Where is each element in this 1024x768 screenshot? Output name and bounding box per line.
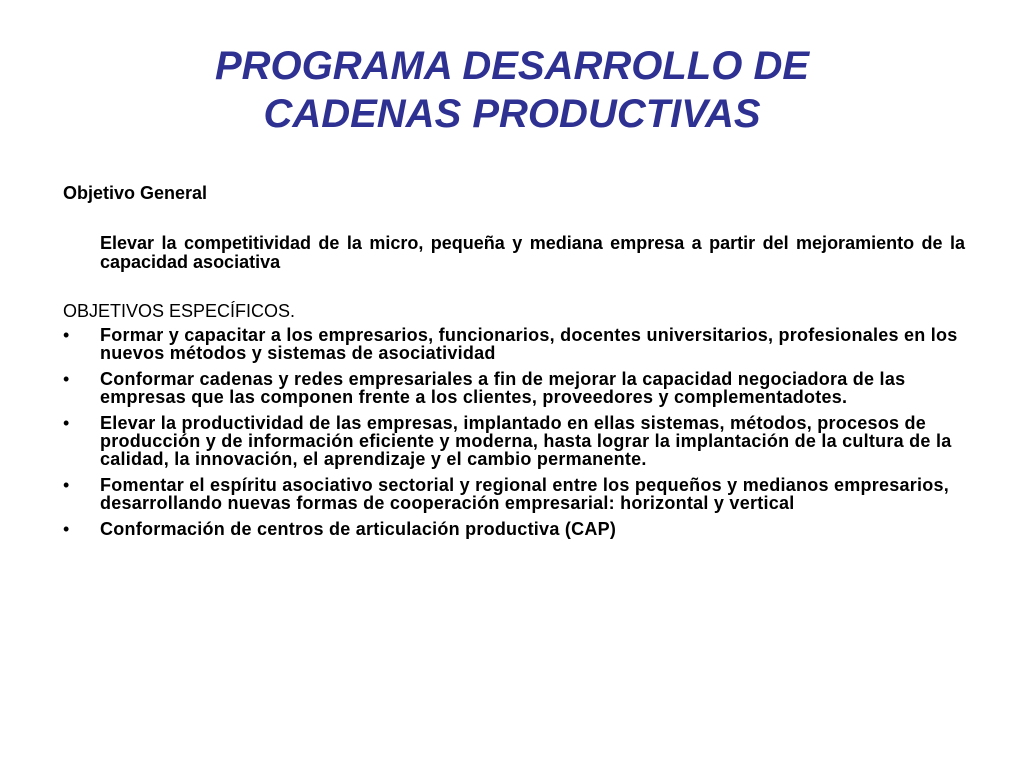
list-item bbox=[63, 476, 965, 512]
list-item bbox=[63, 326, 965, 362]
bullet-icon: • bbox=[63, 369, 70, 389]
list-item-text: Fomentar el espíritu asociativo sectorial y regional entre los pequeños y medianos empresarios, desarrollando nuevas formas de cooperación empresarial: horizontal y vertical bbox=[100, 475, 950, 513]
list-item-text: Conformación de centros de articulación productiva (CAP) bbox=[100, 519, 617, 539]
list-item bbox=[63, 520, 965, 538]
slide-title bbox=[60, 42, 964, 138]
bullet-icon: • bbox=[63, 475, 70, 495]
list-item-text: Conformar cadenas y redes empresariales a fin de mejorar la capacidad negociadora de las empresas que las componen frente a los clientes, proveedores y complementadotes. bbox=[100, 369, 906, 407]
slide-title-line-2: CADENAS PRODUCTIVAS bbox=[263, 92, 761, 136]
general-objective-heading: Objetivo General bbox=[63, 183, 208, 203]
list-item-text: Elevar la productividad de las empresas, implantado en ellas sistemas, métodos, procesos de producción y de información eficiente y moderna, hasta lograr la implantación de la cultura de la calidad, la innovación, el aprendizaje y el cambio permanente. bbox=[100, 413, 952, 469]
bullet-icon: • bbox=[63, 413, 70, 433]
slide-title-line-1: PROGRAMA DESARROLLO DE bbox=[214, 44, 810, 88]
general-objective-text: Elevar la competitividad de la micro, pequeña y mediana empresa a partir del mejoramiento de la capacidad asociativa bbox=[100, 233, 965, 272]
specific-objectives-list bbox=[63, 326, 965, 538]
slide-body bbox=[63, 182, 965, 546]
specific-objectives-heading: OBJETIVOS ESPECÍFICOS. bbox=[63, 301, 296, 321]
list-item bbox=[63, 414, 965, 468]
list-item bbox=[63, 370, 965, 406]
list-item-text: Formar y capacitar a los empresarios, funcionarios, docentes universitarios, profesionales en los nuevos métodos y sistemas de asociatividad bbox=[100, 325, 958, 363]
bullet-icon: • bbox=[63, 519, 70, 539]
bullet-icon: • bbox=[63, 325, 70, 345]
